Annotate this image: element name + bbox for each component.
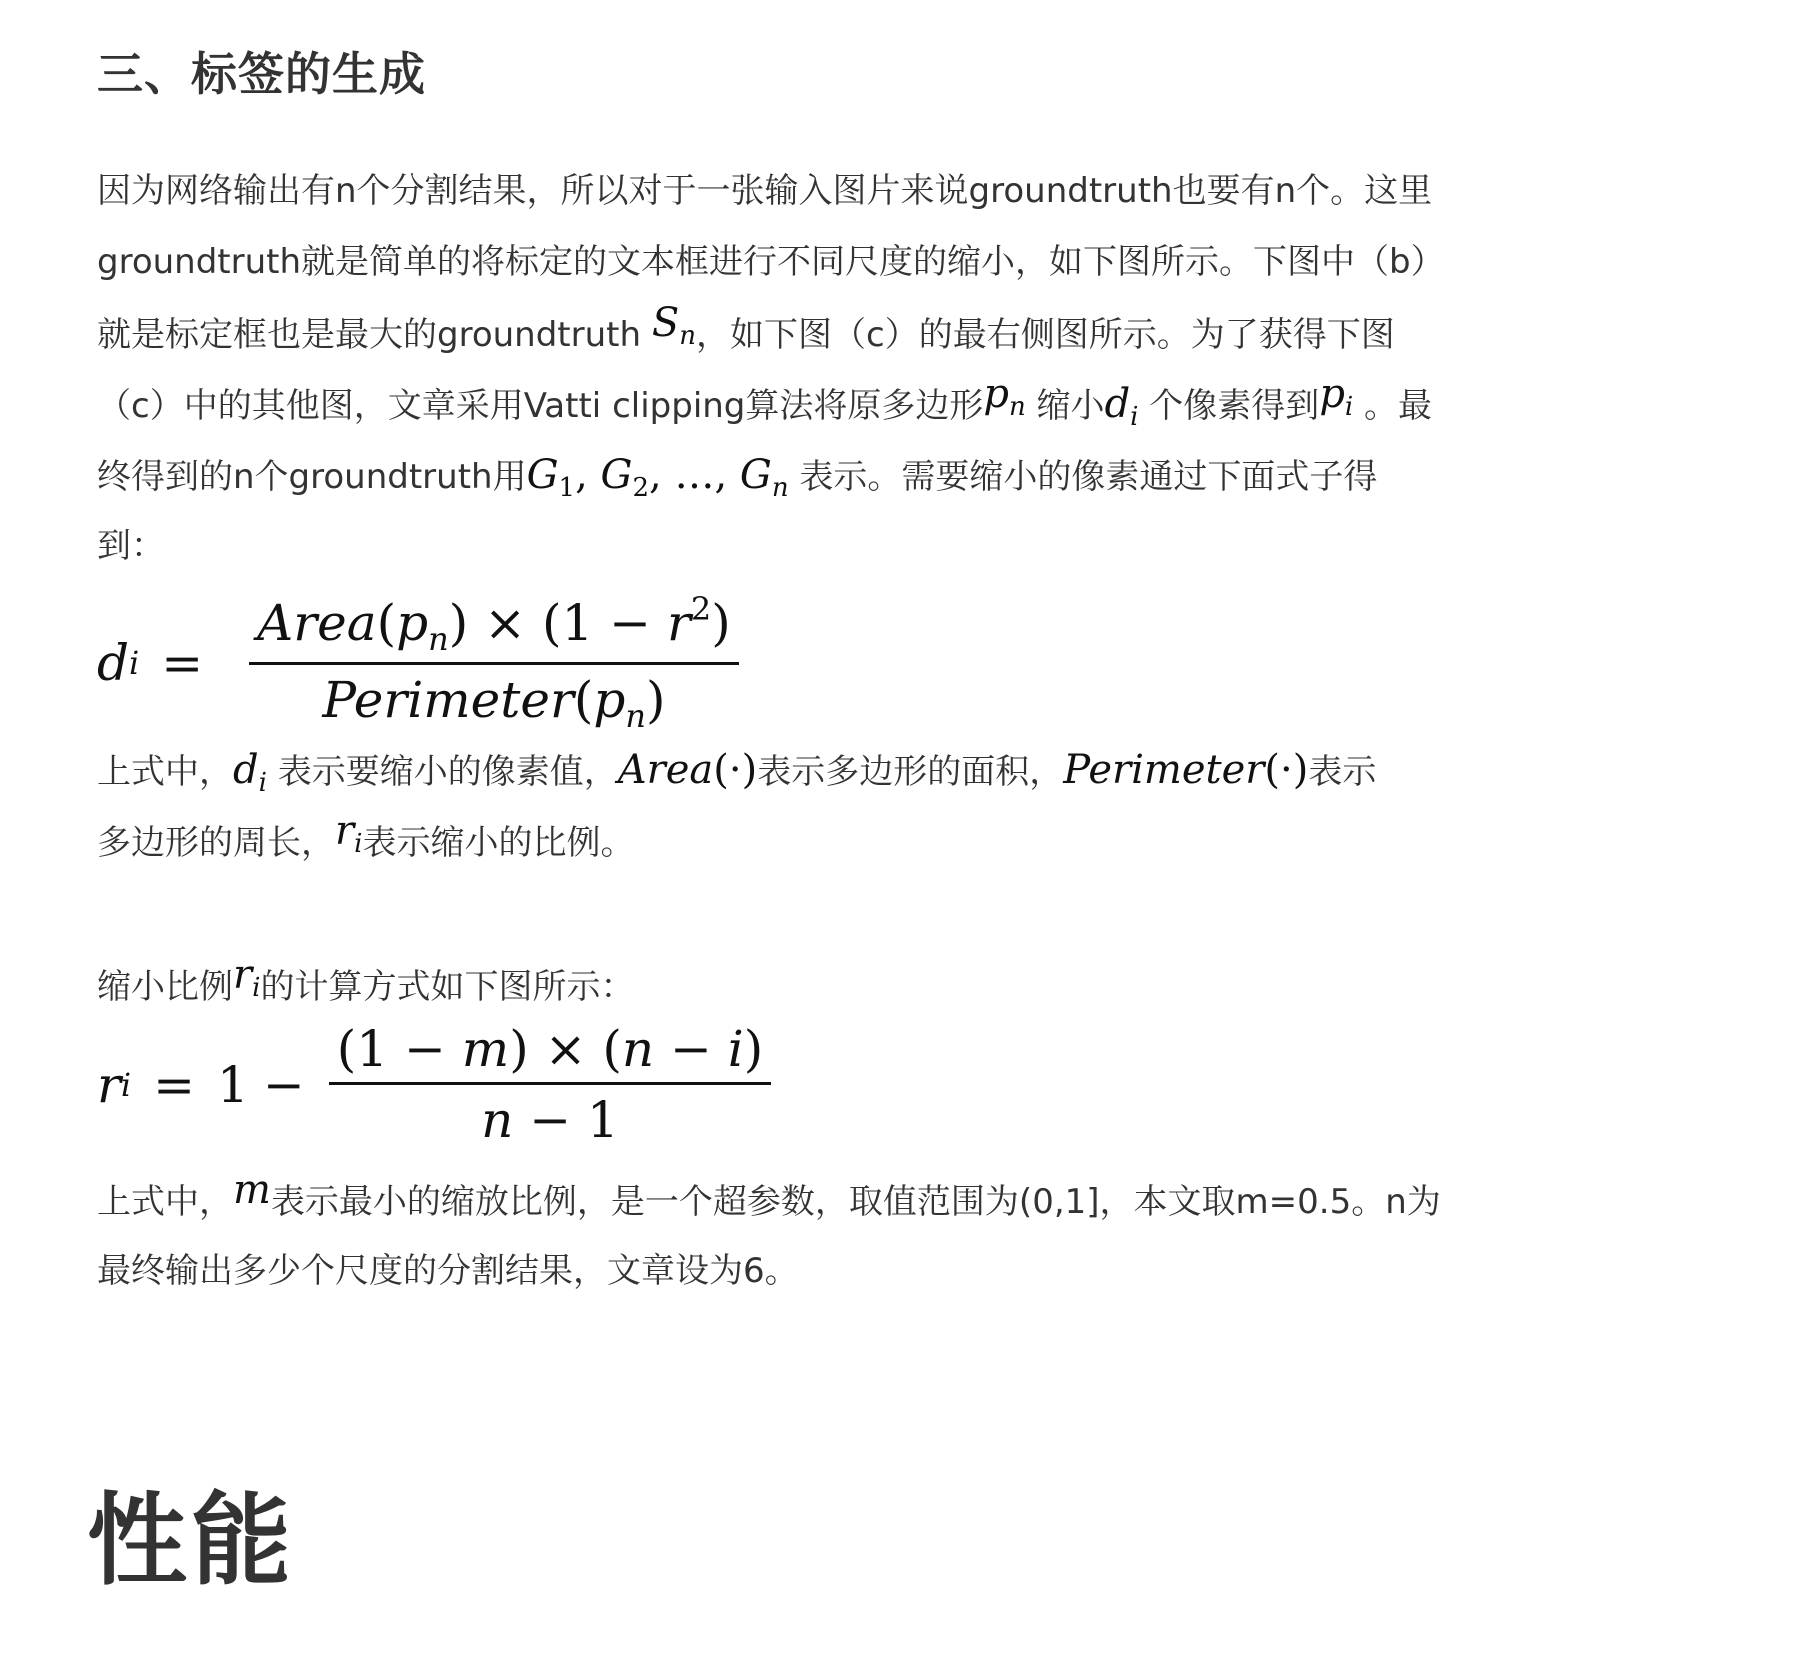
text: 最终输出多少个尺度的分割结果，文章设为6。 [97, 1251, 799, 1291]
text: 多边形的周长， [97, 823, 335, 863]
text: 个像素得到 [1138, 386, 1320, 426]
text: 表示。需要缩小的像素通过下面式子得 [788, 457, 1378, 497]
text: 上式中， [97, 752, 233, 792]
text: 到： [97, 526, 165, 566]
math-m: m [233, 1167, 271, 1213]
text-line [97, 1165, 1441, 1236]
text-line [97, 511, 1445, 582]
text: 就是标定框也是最大的groundtruth [97, 315, 652, 355]
denominator: n − 1 [481, 1091, 619, 1149]
text-line [97, 156, 1445, 227]
math-r-i: $r_i$ [233, 952, 261, 1003]
text: 的计算方式如下图所示： [260, 967, 635, 1007]
fraction [249, 590, 739, 735]
text: 表示缩小的比例。 [362, 823, 635, 863]
text: 缩小 [1025, 386, 1105, 426]
math-perimeter: Perimeter(·) [1063, 747, 1309, 793]
text-line [97, 950, 634, 1021]
formula-shrink-distance: d i = $\frac{Area(p_n) \times (1 - r^2)}{Perimeter(p_n)}$ [97, 590, 739, 735]
text: （c）中的其他图，文章采用Vatti clipping算法将原多边形 [97, 386, 984, 426]
math-area: Area(·) [617, 747, 758, 793]
text: 上式中， [97, 1182, 233, 1222]
text: 缩小比例 [97, 967, 233, 1007]
text-line [97, 735, 1376, 806]
paragraph-formula1-explanation [97, 735, 1376, 877]
text: 因为网络输出有n个分割结果，所以对于一张输入图片来说groundtruth也要有n个。这里 [97, 171, 1433, 211]
text: 。最 [1353, 386, 1433, 426]
math-d-i: $d_i$ [233, 747, 267, 798]
text: 表示最小的缩放比例，是一个超参数，取值范围为(0,1]，本文取m=0.5。n为 [270, 1182, 1441, 1222]
text-line [97, 440, 1445, 511]
paragraph-hyperparameter [97, 1165, 1441, 1307]
fraction-bar [249, 662, 739, 665]
formula-shrink-ratio: r i = 1 − $\frac{(1 - m) \times (n - i)}{n - 1}$ [97, 1020, 771, 1149]
text-line [97, 298, 1445, 369]
text-line [97, 369, 1445, 440]
numerator: (1 − m) × (n − i) [336, 1020, 764, 1078]
text-line [97, 1236, 1441, 1307]
section-heading: 三、标签的生成 [97, 47, 426, 101]
math-d-i: $d_i$ [1104, 381, 1139, 432]
text: 终得到的n个groundtruth用 [97, 457, 527, 497]
text: ，如下图（c）的最右侧图所示。为了获得下图 [696, 315, 1395, 355]
math-g-sequence: $G_1$, $G_2$, …, $G_n$ [526, 452, 789, 503]
fraction [329, 1020, 772, 1149]
text: 表示要缩小的像素值， [266, 752, 618, 792]
paragraph-groundtruth-intro [97, 156, 1445, 582]
text: 表示 [1308, 752, 1377, 792]
fraction-bar [329, 1082, 772, 1085]
math-s-n: $S_n$ [651, 300, 696, 351]
math-p-n: $p_n$ [983, 371, 1026, 422]
text: groundtruth就是简单的将标定的文本框进行不同尺度的缩小，如下图所示。下图中（b） [97, 242, 1445, 282]
numerator: $Area(p_n) \times (1 - r^2)$ [257, 590, 731, 658]
math-r-i: $r_i$ [335, 808, 363, 859]
text-line [97, 806, 1376, 877]
text-line [97, 227, 1445, 298]
next-section-heading: 性能 [87, 1482, 295, 1599]
text: 表示多边形的面积， [757, 752, 1064, 792]
denominator: $Perimeter(p_n)$ [322, 671, 666, 735]
math-p-i: $p_i$ [1319, 371, 1354, 422]
paragraph-ratio-intro [97, 950, 634, 1021]
